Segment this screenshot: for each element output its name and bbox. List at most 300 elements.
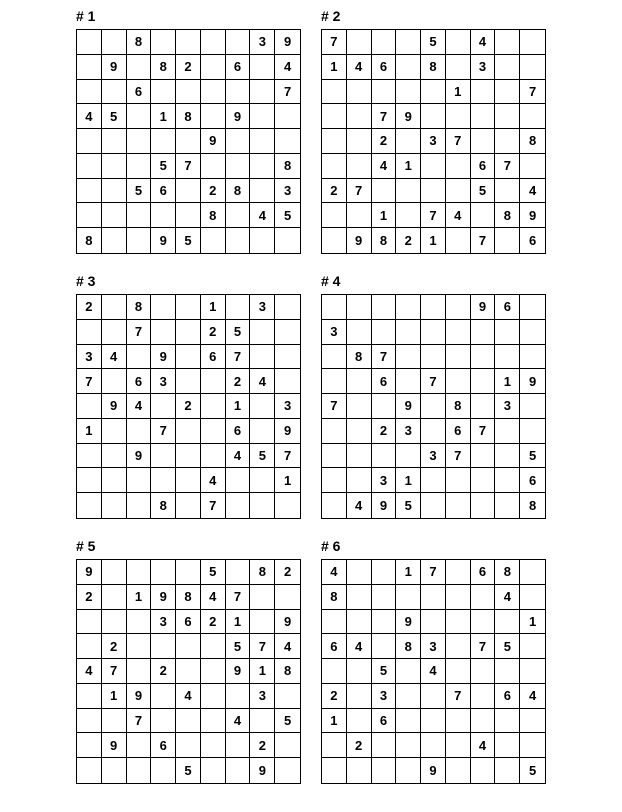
empty-cell[interactable] xyxy=(347,419,372,444)
given-cell: 5 xyxy=(127,179,152,204)
empty-cell[interactable] xyxy=(421,80,446,105)
empty-cell[interactable] xyxy=(347,154,372,179)
empty-cell[interactable] xyxy=(201,80,226,105)
given-cell: 4 xyxy=(372,154,397,179)
empty-cell[interactable] xyxy=(226,129,251,154)
empty-cell[interactable] xyxy=(446,560,471,585)
empty-cell[interactable] xyxy=(176,345,201,370)
empty-cell[interactable] xyxy=(77,634,102,659)
empty-cell[interactable] xyxy=(446,634,471,659)
empty-cell[interactable] xyxy=(446,104,471,129)
empty-cell[interactable] xyxy=(176,203,201,228)
empty-cell[interactable] xyxy=(250,610,275,635)
empty-cell[interactable] xyxy=(201,419,226,444)
empty-cell[interactable] xyxy=(226,733,251,758)
empty-cell[interactable] xyxy=(446,369,471,394)
empty-cell[interactable] xyxy=(495,179,520,204)
empty-cell[interactable] xyxy=(520,394,545,419)
empty-cell[interactable] xyxy=(396,295,421,320)
empty-cell[interactable] xyxy=(151,129,176,154)
empty-cell[interactable] xyxy=(446,55,471,80)
empty-cell[interactable] xyxy=(201,709,226,734)
empty-cell[interactable] xyxy=(322,419,347,444)
empty-cell[interactable] xyxy=(102,560,127,585)
empty-cell[interactable] xyxy=(322,659,347,684)
empty-cell[interactable] xyxy=(396,203,421,228)
empty-cell[interactable] xyxy=(250,179,275,204)
empty-cell[interactable] xyxy=(421,295,446,320)
empty-cell[interactable] xyxy=(396,129,421,154)
empty-cell[interactable] xyxy=(396,659,421,684)
empty-cell[interactable] xyxy=(471,684,496,709)
empty-cell[interactable] xyxy=(446,179,471,204)
empty-cell[interactable] xyxy=(520,733,545,758)
empty-cell[interactable] xyxy=(520,419,545,444)
empty-cell[interactable] xyxy=(226,228,251,253)
empty-cell[interactable] xyxy=(127,659,152,684)
empty-cell[interactable] xyxy=(471,203,496,228)
empty-cell[interactable] xyxy=(201,228,226,253)
empty-cell[interactable] xyxy=(396,444,421,469)
empty-cell[interactable] xyxy=(201,104,226,129)
empty-cell[interactable] xyxy=(347,560,372,585)
empty-cell[interactable] xyxy=(495,80,520,105)
empty-cell[interactable] xyxy=(322,493,347,518)
empty-cell[interactable] xyxy=(127,634,152,659)
empty-cell[interactable] xyxy=(176,560,201,585)
empty-cell[interactable] xyxy=(396,585,421,610)
empty-cell[interactable] xyxy=(471,394,496,419)
empty-cell[interactable] xyxy=(102,295,127,320)
empty-cell[interactable] xyxy=(250,104,275,129)
empty-cell[interactable] xyxy=(151,295,176,320)
empty-cell[interactable] xyxy=(201,758,226,783)
empty-cell[interactable] xyxy=(520,295,545,320)
empty-cell[interactable] xyxy=(520,560,545,585)
empty-cell[interactable] xyxy=(471,345,496,370)
empty-cell[interactable] xyxy=(77,684,102,709)
empty-cell[interactable] xyxy=(77,30,102,55)
empty-cell[interactable] xyxy=(250,585,275,610)
empty-cell[interactable] xyxy=(102,320,127,345)
empty-cell[interactable] xyxy=(250,709,275,734)
empty-cell[interactable] xyxy=(201,444,226,469)
empty-cell[interactable] xyxy=(201,154,226,179)
empty-cell[interactable] xyxy=(275,733,300,758)
empty-cell[interactable] xyxy=(471,468,496,493)
empty-cell[interactable] xyxy=(151,444,176,469)
empty-cell[interactable] xyxy=(77,394,102,419)
empty-cell[interactable] xyxy=(275,758,300,783)
empty-cell[interactable] xyxy=(127,560,152,585)
empty-cell[interactable] xyxy=(250,320,275,345)
empty-cell[interactable] xyxy=(347,709,372,734)
empty-cell[interactable] xyxy=(446,295,471,320)
empty-cell[interactable] xyxy=(396,709,421,734)
empty-cell[interactable] xyxy=(322,154,347,179)
empty-cell[interactable] xyxy=(102,369,127,394)
empty-cell[interactable] xyxy=(201,659,226,684)
empty-cell[interactable] xyxy=(471,80,496,105)
empty-cell[interactable] xyxy=(77,179,102,204)
empty-cell[interactable] xyxy=(421,709,446,734)
empty-cell[interactable] xyxy=(127,758,152,783)
empty-cell[interactable] xyxy=(77,320,102,345)
empty-cell[interactable] xyxy=(347,684,372,709)
empty-cell[interactable] xyxy=(201,55,226,80)
empty-cell[interactable] xyxy=(176,179,201,204)
empty-cell[interactable] xyxy=(176,295,201,320)
empty-cell[interactable] xyxy=(176,30,201,55)
empty-cell[interactable] xyxy=(102,129,127,154)
empty-cell[interactable] xyxy=(347,444,372,469)
empty-cell[interactable] xyxy=(520,634,545,659)
empty-cell[interactable] xyxy=(372,179,397,204)
empty-cell[interactable] xyxy=(446,733,471,758)
empty-cell[interactable] xyxy=(372,585,397,610)
empty-cell[interactable] xyxy=(520,345,545,370)
empty-cell[interactable] xyxy=(77,80,102,105)
empty-cell[interactable] xyxy=(421,320,446,345)
empty-cell[interactable] xyxy=(250,154,275,179)
empty-cell[interactable] xyxy=(520,709,545,734)
empty-cell[interactable] xyxy=(176,659,201,684)
empty-cell[interactable] xyxy=(421,104,446,129)
empty-cell[interactable] xyxy=(520,659,545,684)
empty-cell[interactable] xyxy=(176,468,201,493)
empty-cell[interactable] xyxy=(176,369,201,394)
empty-cell[interactable] xyxy=(421,610,446,635)
empty-cell[interactable] xyxy=(471,320,496,345)
empty-cell[interactable] xyxy=(495,468,520,493)
empty-cell[interactable] xyxy=(250,493,275,518)
empty-cell[interactable] xyxy=(250,55,275,80)
empty-cell[interactable] xyxy=(275,295,300,320)
given-cell: 9 xyxy=(102,394,127,419)
empty-cell[interactable] xyxy=(372,560,397,585)
empty-cell[interactable] xyxy=(471,610,496,635)
empty-cell[interactable] xyxy=(446,345,471,370)
empty-cell[interactable] xyxy=(201,684,226,709)
empty-cell[interactable] xyxy=(471,129,496,154)
empty-cell[interactable] xyxy=(322,228,347,253)
empty-cell[interactable] xyxy=(127,203,152,228)
empty-cell[interactable] xyxy=(495,55,520,80)
empty-cell[interactable] xyxy=(151,560,176,585)
empty-cell[interactable] xyxy=(102,30,127,55)
empty-cell[interactable] xyxy=(127,228,152,253)
empty-cell[interactable] xyxy=(347,30,372,55)
empty-cell[interactable] xyxy=(520,154,545,179)
empty-cell[interactable] xyxy=(77,493,102,518)
empty-cell[interactable] xyxy=(421,468,446,493)
empty-cell[interactable] xyxy=(347,659,372,684)
empty-cell[interactable] xyxy=(495,610,520,635)
empty-cell[interactable] xyxy=(201,30,226,55)
empty-cell[interactable] xyxy=(372,320,397,345)
empty-cell[interactable] xyxy=(322,129,347,154)
empty-cell[interactable] xyxy=(372,295,397,320)
empty-cell[interactable] xyxy=(250,228,275,253)
empty-cell[interactable] xyxy=(102,610,127,635)
empty-cell[interactable] xyxy=(176,444,201,469)
empty-cell[interactable] xyxy=(322,345,347,370)
empty-cell[interactable] xyxy=(421,179,446,204)
empty-cell[interactable] xyxy=(322,203,347,228)
empty-cell[interactable] xyxy=(250,419,275,444)
empty-cell[interactable] xyxy=(201,369,226,394)
empty-cell[interactable] xyxy=(322,468,347,493)
empty-cell[interactable] xyxy=(372,634,397,659)
empty-cell[interactable] xyxy=(446,709,471,734)
empty-cell[interactable] xyxy=(77,154,102,179)
empty-cell[interactable] xyxy=(102,154,127,179)
empty-cell[interactable] xyxy=(127,493,152,518)
empty-cell[interactable] xyxy=(151,30,176,55)
empty-cell[interactable] xyxy=(250,345,275,370)
empty-cell[interactable] xyxy=(495,419,520,444)
empty-cell[interactable] xyxy=(127,129,152,154)
empty-cell[interactable] xyxy=(77,444,102,469)
empty-cell[interactable] xyxy=(396,733,421,758)
empty-cell[interactable] xyxy=(471,104,496,129)
empty-cell[interactable] xyxy=(347,758,372,783)
empty-cell[interactable] xyxy=(176,129,201,154)
empty-cell[interactable] xyxy=(471,659,496,684)
empty-cell[interactable] xyxy=(127,610,152,635)
empty-cell[interactable] xyxy=(495,758,520,783)
empty-cell[interactable] xyxy=(446,154,471,179)
empty-cell[interactable] xyxy=(127,55,152,80)
empty-cell[interactable] xyxy=(396,320,421,345)
empty-cell[interactable] xyxy=(275,585,300,610)
empty-cell[interactable] xyxy=(372,394,397,419)
empty-cell[interactable] xyxy=(102,228,127,253)
empty-cell[interactable] xyxy=(495,320,520,345)
empty-cell[interactable] xyxy=(102,758,127,783)
empty-cell[interactable] xyxy=(520,320,545,345)
empty-cell[interactable] xyxy=(372,610,397,635)
empty-cell[interactable] xyxy=(226,154,251,179)
empty-cell[interactable] xyxy=(421,684,446,709)
empty-cell[interactable] xyxy=(226,758,251,783)
empty-cell[interactable] xyxy=(127,154,152,179)
empty-cell[interactable] xyxy=(347,80,372,105)
empty-cell[interactable] xyxy=(176,733,201,758)
empty-cell[interactable] xyxy=(347,394,372,419)
empty-cell[interactable] xyxy=(347,203,372,228)
empty-cell[interactable] xyxy=(471,758,496,783)
empty-cell[interactable] xyxy=(421,585,446,610)
empty-cell[interactable] xyxy=(151,320,176,345)
empty-cell[interactable] xyxy=(77,468,102,493)
empty-cell[interactable] xyxy=(520,30,545,55)
empty-cell[interactable] xyxy=(77,55,102,80)
empty-cell[interactable] xyxy=(421,345,446,370)
empty-cell[interactable] xyxy=(201,733,226,758)
empty-cell[interactable] xyxy=(176,320,201,345)
empty-cell[interactable] xyxy=(495,30,520,55)
empty-cell[interactable] xyxy=(102,203,127,228)
empty-cell[interactable] xyxy=(446,610,471,635)
empty-cell[interactable] xyxy=(495,493,520,518)
empty-cell[interactable] xyxy=(151,394,176,419)
empty-cell[interactable] xyxy=(250,129,275,154)
empty-cell[interactable] xyxy=(322,104,347,129)
empty-cell[interactable] xyxy=(495,659,520,684)
empty-cell[interactable] xyxy=(396,80,421,105)
empty-cell[interactable] xyxy=(102,468,127,493)
empty-cell[interactable] xyxy=(226,203,251,228)
empty-cell[interactable] xyxy=(77,203,102,228)
empty-cell[interactable] xyxy=(102,179,127,204)
empty-cell[interactable] xyxy=(495,444,520,469)
empty-cell[interactable] xyxy=(372,80,397,105)
empty-cell[interactable] xyxy=(226,80,251,105)
empty-cell[interactable] xyxy=(77,709,102,734)
empty-cell[interactable] xyxy=(226,684,251,709)
empty-cell[interactable] xyxy=(151,709,176,734)
empty-cell[interactable] xyxy=(495,228,520,253)
empty-cell[interactable] xyxy=(347,129,372,154)
empty-cell[interactable] xyxy=(226,295,251,320)
empty-cell[interactable] xyxy=(446,659,471,684)
empty-cell[interactable] xyxy=(347,369,372,394)
empty-cell[interactable] xyxy=(102,709,127,734)
empty-cell[interactable] xyxy=(396,55,421,80)
empty-cell[interactable] xyxy=(372,444,397,469)
empty-cell[interactable] xyxy=(250,80,275,105)
empty-cell[interactable] xyxy=(201,394,226,419)
empty-cell[interactable] xyxy=(176,493,201,518)
empty-cell[interactable] xyxy=(347,468,372,493)
given-cell: 7 xyxy=(275,80,300,105)
empty-cell[interactable] xyxy=(520,585,545,610)
empty-cell[interactable] xyxy=(275,320,300,345)
empty-cell[interactable] xyxy=(127,104,152,129)
empty-cell[interactable] xyxy=(127,345,152,370)
empty-cell[interactable] xyxy=(226,560,251,585)
empty-cell[interactable] xyxy=(275,345,300,370)
empty-cell[interactable] xyxy=(347,104,372,129)
empty-cell[interactable] xyxy=(396,758,421,783)
empty-cell[interactable] xyxy=(275,369,300,394)
empty-cell[interactable] xyxy=(495,129,520,154)
empty-cell[interactable] xyxy=(495,733,520,758)
empty-cell[interactable] xyxy=(396,369,421,394)
empty-cell[interactable] xyxy=(151,203,176,228)
empty-cell[interactable] xyxy=(151,634,176,659)
empty-cell[interactable] xyxy=(275,684,300,709)
empty-cell[interactable] xyxy=(322,758,347,783)
empty-cell[interactable] xyxy=(102,493,127,518)
empty-cell[interactable] xyxy=(396,179,421,204)
empty-cell[interactable] xyxy=(226,468,251,493)
empty-cell[interactable] xyxy=(77,758,102,783)
empty-cell[interactable] xyxy=(322,369,347,394)
empty-cell[interactable] xyxy=(520,104,545,129)
empty-cell[interactable] xyxy=(322,444,347,469)
empty-cell[interactable] xyxy=(396,30,421,55)
empty-cell[interactable] xyxy=(151,684,176,709)
empty-cell[interactable] xyxy=(372,30,397,55)
empty-cell[interactable] xyxy=(421,493,446,518)
empty-cell[interactable] xyxy=(176,634,201,659)
empty-cell[interactable] xyxy=(396,684,421,709)
empty-cell[interactable] xyxy=(446,468,471,493)
empty-cell[interactable] xyxy=(421,733,446,758)
empty-cell[interactable] xyxy=(421,394,446,419)
empty-cell[interactable] xyxy=(151,80,176,105)
empty-cell[interactable] xyxy=(275,129,300,154)
empty-cell[interactable] xyxy=(446,493,471,518)
empty-cell[interactable] xyxy=(520,55,545,80)
empty-cell[interactable] xyxy=(77,610,102,635)
empty-cell[interactable] xyxy=(127,468,152,493)
empty-cell[interactable] xyxy=(495,345,520,370)
empty-cell[interactable] xyxy=(347,610,372,635)
empty-cell[interactable] xyxy=(446,585,471,610)
empty-cell[interactable] xyxy=(347,295,372,320)
empty-cell[interactable] xyxy=(471,585,496,610)
empty-cell[interactable] xyxy=(250,468,275,493)
empty-cell[interactable] xyxy=(201,634,226,659)
empty-cell[interactable] xyxy=(446,758,471,783)
empty-cell[interactable] xyxy=(471,444,496,469)
empty-cell[interactable] xyxy=(102,419,127,444)
empty-cell[interactable] xyxy=(275,493,300,518)
empty-cell[interactable] xyxy=(176,709,201,734)
empty-cell[interactable] xyxy=(396,345,421,370)
empty-cell[interactable] xyxy=(347,320,372,345)
empty-cell[interactable] xyxy=(322,610,347,635)
empty-cell[interactable] xyxy=(77,733,102,758)
empty-cell[interactable] xyxy=(102,444,127,469)
empty-cell[interactable] xyxy=(102,585,127,610)
empty-cell[interactable] xyxy=(347,585,372,610)
empty-cell[interactable] xyxy=(275,104,300,129)
empty-cell[interactable] xyxy=(322,733,347,758)
empty-cell[interactable] xyxy=(250,394,275,419)
empty-cell[interactable] xyxy=(151,468,176,493)
empty-cell[interactable] xyxy=(421,419,446,444)
given-cell: 9 xyxy=(226,659,251,684)
empty-cell[interactable] xyxy=(176,80,201,105)
empty-cell[interactable] xyxy=(226,493,251,518)
empty-cell[interactable] xyxy=(127,733,152,758)
empty-cell[interactable] xyxy=(226,30,251,55)
empty-cell[interactable] xyxy=(372,758,397,783)
empty-cell[interactable] xyxy=(372,733,397,758)
empty-cell[interactable] xyxy=(77,129,102,154)
empty-cell[interactable] xyxy=(495,709,520,734)
empty-cell[interactable] xyxy=(322,80,347,105)
empty-cell[interactable] xyxy=(322,295,347,320)
empty-cell[interactable] xyxy=(446,320,471,345)
empty-cell[interactable] xyxy=(275,228,300,253)
empty-cell[interactable] xyxy=(151,758,176,783)
empty-cell[interactable] xyxy=(471,493,496,518)
empty-cell[interactable] xyxy=(471,369,496,394)
empty-cell[interactable] xyxy=(471,709,496,734)
empty-cell[interactable] xyxy=(446,30,471,55)
empty-cell[interactable] xyxy=(421,154,446,179)
empty-cell[interactable] xyxy=(176,419,201,444)
empty-cell[interactable] xyxy=(495,104,520,129)
empty-cell[interactable] xyxy=(446,228,471,253)
empty-cell[interactable] xyxy=(102,80,127,105)
empty-cell[interactable] xyxy=(127,419,152,444)
